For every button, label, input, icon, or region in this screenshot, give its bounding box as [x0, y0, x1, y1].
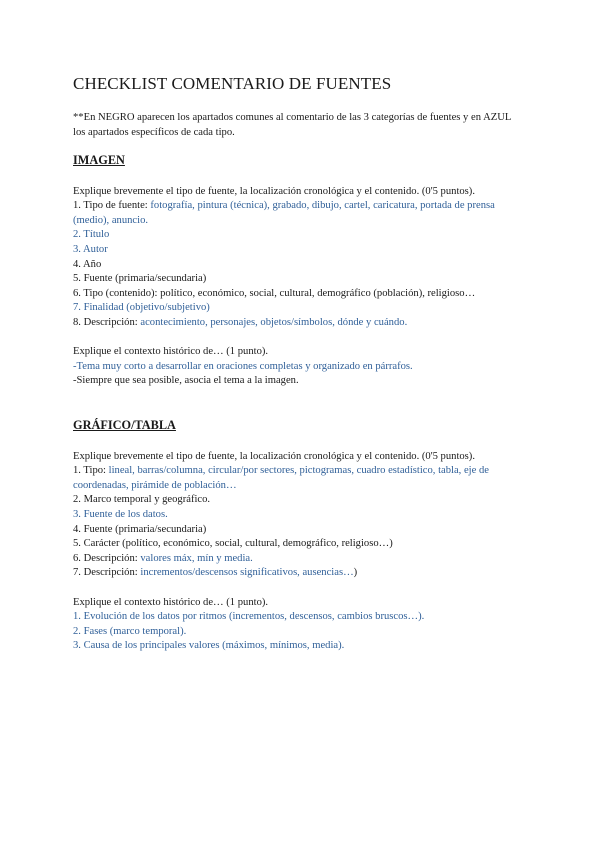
explique-contexto: Explique el contexto histórico de… (1 punto).: [73, 596, 269, 608]
context-item: 1. Evolución de los datos por ritmos (incrementos, descensos, cambios bruscos…).: [73, 611, 425, 623]
checklist-item: 1. Tipo: lineal, barras/columna, circular/por sectores, pictogramas, cuadro estadístico, tabla, eje de coordenadas, pirámide de población…: [73, 465, 489, 491]
checklist-item: 4. Fuente (primaria/secundaria): [73, 523, 207, 535]
checklist-item: 8. Descripción: acontecimiento, personajes, objetos/símbolos, dónde y cuándo.: [73, 316, 408, 328]
explique-tipo: Explique brevemente el tipo de fuente, la localización cronológica y el contenido. (0'5 puntos).: [73, 450, 475, 462]
checklist-item: 5. Fuente (primaria/secundaria): [73, 273, 207, 285]
checklist-item: 3. Autor: [73, 243, 108, 255]
context-item: 3. Causa de los principales valores (máximos, mínimos, media).: [73, 640, 345, 652]
section-heading-grafico: GRÁFICO/TABLA: [73, 418, 176, 432]
context-note: -Siempre que sea posible, asocia el tema a la imagen.: [73, 375, 299, 387]
section-grafico: [73, 418, 513, 654]
checklist-item: 2. Marco temporal y geográfico.: [73, 494, 211, 506]
intro-note: **En NEGRO aparecen los apartados comunes al comentario de las 3 categorías de fuentes y en AZUL los apartados específicos de cada tipo.: [73, 112, 511, 138]
checklist-item: 1. Tipo de fuente: fotografía, pintura (técnica), grabado, dibujo, cartel, caricatura, portada de prensa (medio), anuncio.: [73, 200, 495, 226]
checklist-item: 7. Finalidad (objetivo/subjetivo): [73, 302, 210, 314]
context-note: -Tema muy corto a desarrollar en oraciones completas y organizado en párrafos.: [73, 360, 413, 372]
context-item: 2. Fases (marco temporal).: [73, 625, 187, 637]
checklist-item: 6. Tipo (contenido): político, económico, social, cultural, demográfico (población), religioso…: [73, 287, 476, 299]
explique-contexto: Explique el contexto histórico de… (1 punto).: [73, 346, 269, 358]
checklist-item: 2. Título: [73, 229, 110, 241]
section-imagen: [73, 153, 513, 389]
checklist-item: 4. Año: [73, 258, 102, 270]
checklist-item: 6. Descripción: valores máx, mín y media.: [73, 552, 253, 564]
section-heading-imagen: IMAGEN: [73, 153, 125, 167]
page-title: CHECKLIST COMENTARIO DE FUENTES: [73, 74, 392, 93]
checklist-item: 5. Carácter (político, económico, social, cultural, demográfico, religioso…): [73, 538, 393, 550]
explique-tipo: Explique brevemente el tipo de fuente, la localización cronológica y el contenido. (0'5 puntos).: [73, 185, 475, 197]
checklist-item: 3. Fuente de los datos.: [73, 508, 168, 520]
checklist-item: 7. Descripción: incrementos/descensos significativos, ausencias…): [73, 567, 358, 579]
